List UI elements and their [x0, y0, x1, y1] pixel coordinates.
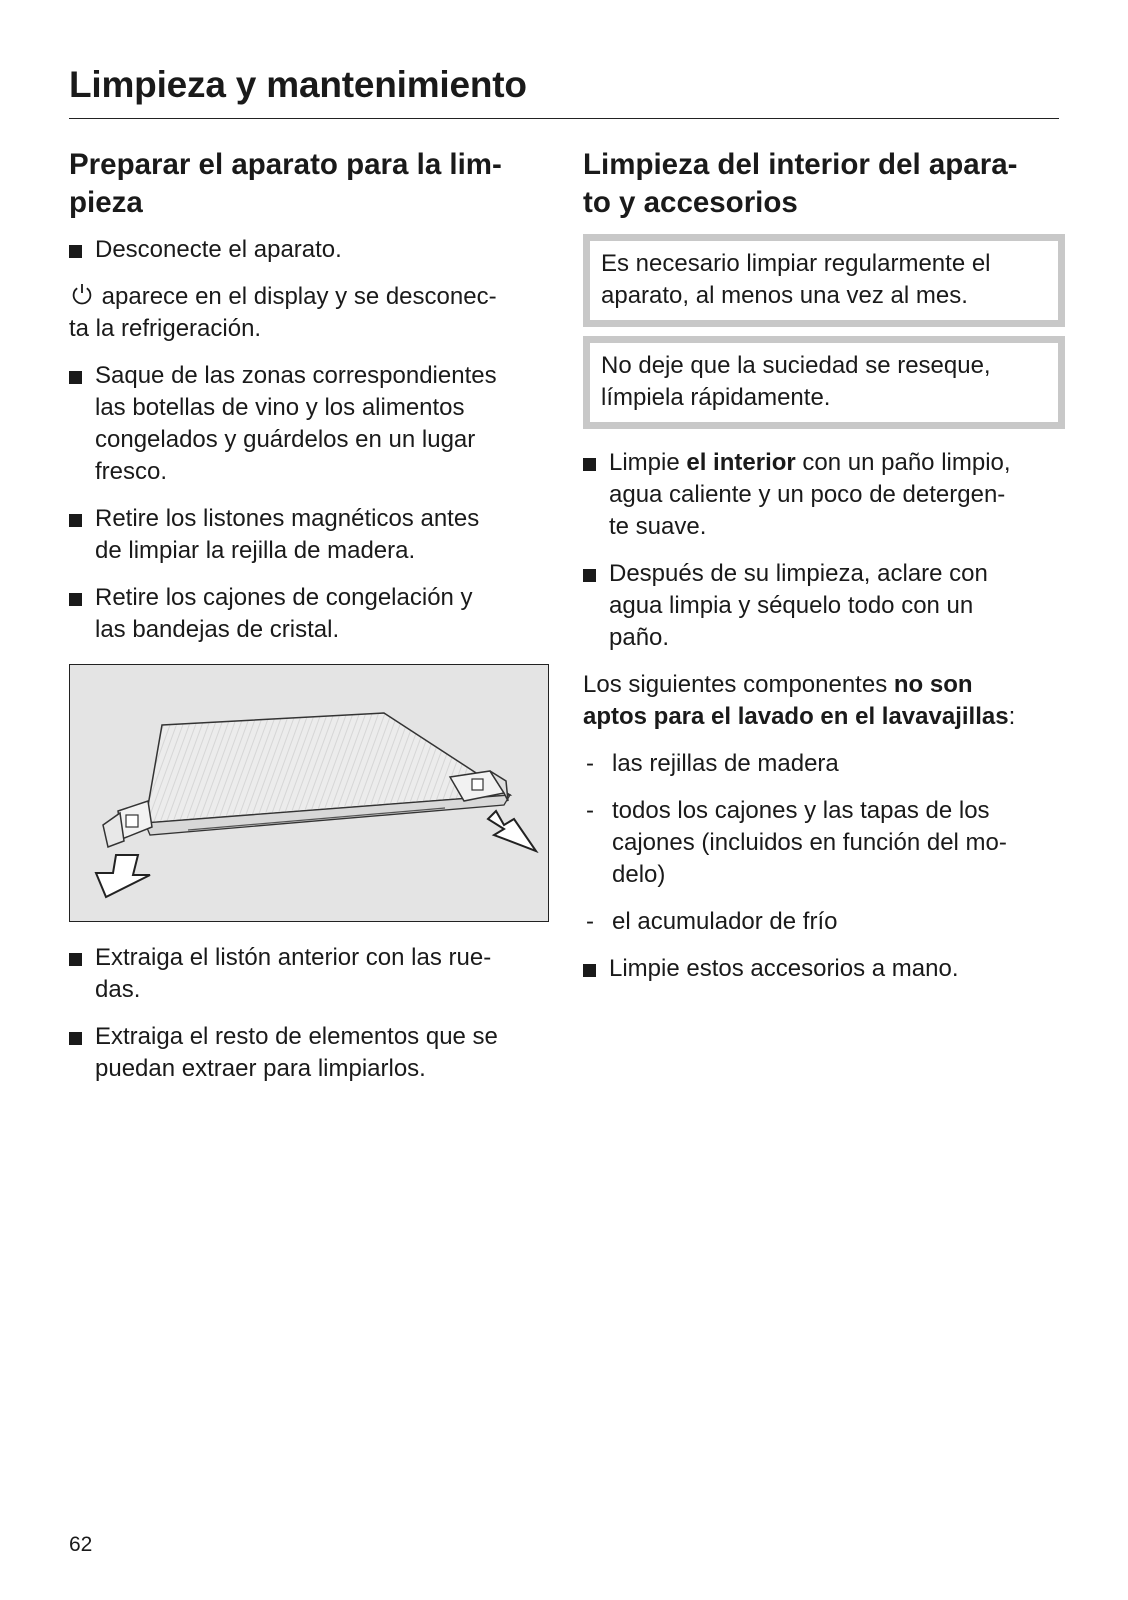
step-text: te suave. [609, 513, 707, 540]
list-item [583, 748, 1065, 780]
square-bullet-icon [69, 953, 82, 966]
page-title: Limpieza y mantenimiento [69, 64, 527, 105]
section-heading-prepare [69, 146, 549, 222]
title-divider [69, 118, 1059, 119]
list-item [583, 795, 1065, 891]
step-text: las bandejas de cristal. [95, 616, 340, 643]
note-text: límpiela rápidamente. [601, 384, 831, 411]
note-text: aparato, al menos una vez al mes. [601, 282, 968, 309]
step-text: Extraiga el listón anterior con las rue- [95, 944, 492, 971]
step-text: Extraiga el resto de elementos que se [95, 1023, 498, 1050]
square-bullet-icon [69, 371, 82, 384]
step-text: paño. [609, 624, 670, 651]
left-clip [103, 801, 152, 847]
list-item-text: el acumulador de frío [612, 908, 838, 935]
components-text-bold: no son [893, 671, 973, 698]
note-box-dirt [583, 336, 1065, 429]
arrow-down-left-icon [96, 855, 150, 897]
components-text: : [1008, 703, 1016, 730]
list-item-text: las rejillas de madera [612, 750, 839, 777]
step-remove-bottles [69, 360, 549, 488]
step-text: agua limpia y séquelo todo con un [609, 592, 974, 619]
step-text: con un paño limpio, [795, 449, 1011, 476]
step-text: puedan extraer para limpiarlos. [95, 1055, 426, 1082]
list-item-text: todos los cajones y las tapas de los [612, 797, 990, 824]
note-text: Es necesario limpiar regularmente el [601, 250, 991, 277]
step-text: Retire los listones magnéticos antes [95, 505, 480, 532]
square-bullet-icon [69, 514, 82, 527]
step-disconnect [69, 234, 549, 266]
step-text: las botellas de vino y los alimentos [95, 394, 465, 421]
arrow-down-right-icon [488, 811, 536, 851]
step-rinse-dry [583, 558, 1065, 654]
step-text: congelados y guárdelos en un lugar [95, 426, 476, 453]
step-remove-magnetic-strips [69, 503, 549, 567]
components-text-bold: aptos para el lavado en el lavavajillas [583, 703, 1009, 730]
note-box-monthly [583, 234, 1065, 327]
step-text: Desconecte el aparato. [95, 236, 342, 263]
step-remove-drawers [69, 582, 549, 646]
section-heading-interior [583, 146, 1065, 222]
square-bullet-icon [583, 569, 596, 582]
right-column [583, 146, 1065, 1000]
step-text: Después de su limpieza, aclare con [609, 560, 988, 587]
left-column [69, 146, 549, 1100]
dash-marker: - [586, 797, 594, 824]
list-item [583, 906, 1065, 938]
page-number: 62 [69, 1533, 93, 1556]
square-bullet-icon [69, 1032, 82, 1045]
info-text: aparece en el display y se desconec- [95, 283, 497, 310]
step-clean-interior [583, 447, 1065, 543]
step-text: fresco. [95, 458, 168, 485]
components-text: Los siguientes componentes [583, 671, 894, 698]
heading-line: Limpieza del interior del apara- [583, 148, 1018, 181]
power-icon [69, 281, 95, 307]
dash-marker: - [586, 750, 594, 777]
components-paragraph [583, 669, 1065, 733]
square-bullet-icon [69, 593, 82, 606]
dash-marker: - [586, 908, 594, 935]
list-item-text: delo) [612, 861, 666, 888]
info-text: ta la refrigeración. [69, 315, 262, 342]
step-text: de limpiar la rejilla de madera. [95, 537, 416, 564]
list-item-text: cajones (incluidos en función del mo- [612, 829, 1007, 856]
heading-line: Preparar el aparato para la lim- [69, 148, 502, 181]
heading-line: pieza [69, 186, 143, 219]
shelf-removal-illustration [69, 664, 549, 922]
step-text: agua caliente y un poco de detergen- [609, 481, 1006, 508]
note-text: No deje que la suciedad se reseque, [601, 352, 991, 379]
step-text-bold: el interior [686, 449, 796, 476]
info-paragraph [69, 281, 549, 345]
step-text: Limpie estos accesorios a mano. [609, 955, 959, 982]
square-bullet-icon [583, 964, 596, 977]
step-text: Saque de las zonas correspondientes [95, 362, 497, 389]
step-extract-remaining [69, 1021, 549, 1085]
square-bullet-icon [69, 245, 82, 258]
square-bullet-icon [583, 458, 596, 471]
shelf-illustration-svg [70, 665, 548, 921]
heading-line: to y accesorios [583, 186, 798, 219]
step-text: Retire los cajones de congelación y [95, 584, 473, 611]
step-text: das. [95, 976, 141, 1003]
step-clean-by-hand [583, 953, 1065, 985]
step-text: Limpie [609, 449, 687, 476]
step-extract-front-strip [69, 942, 549, 1006]
